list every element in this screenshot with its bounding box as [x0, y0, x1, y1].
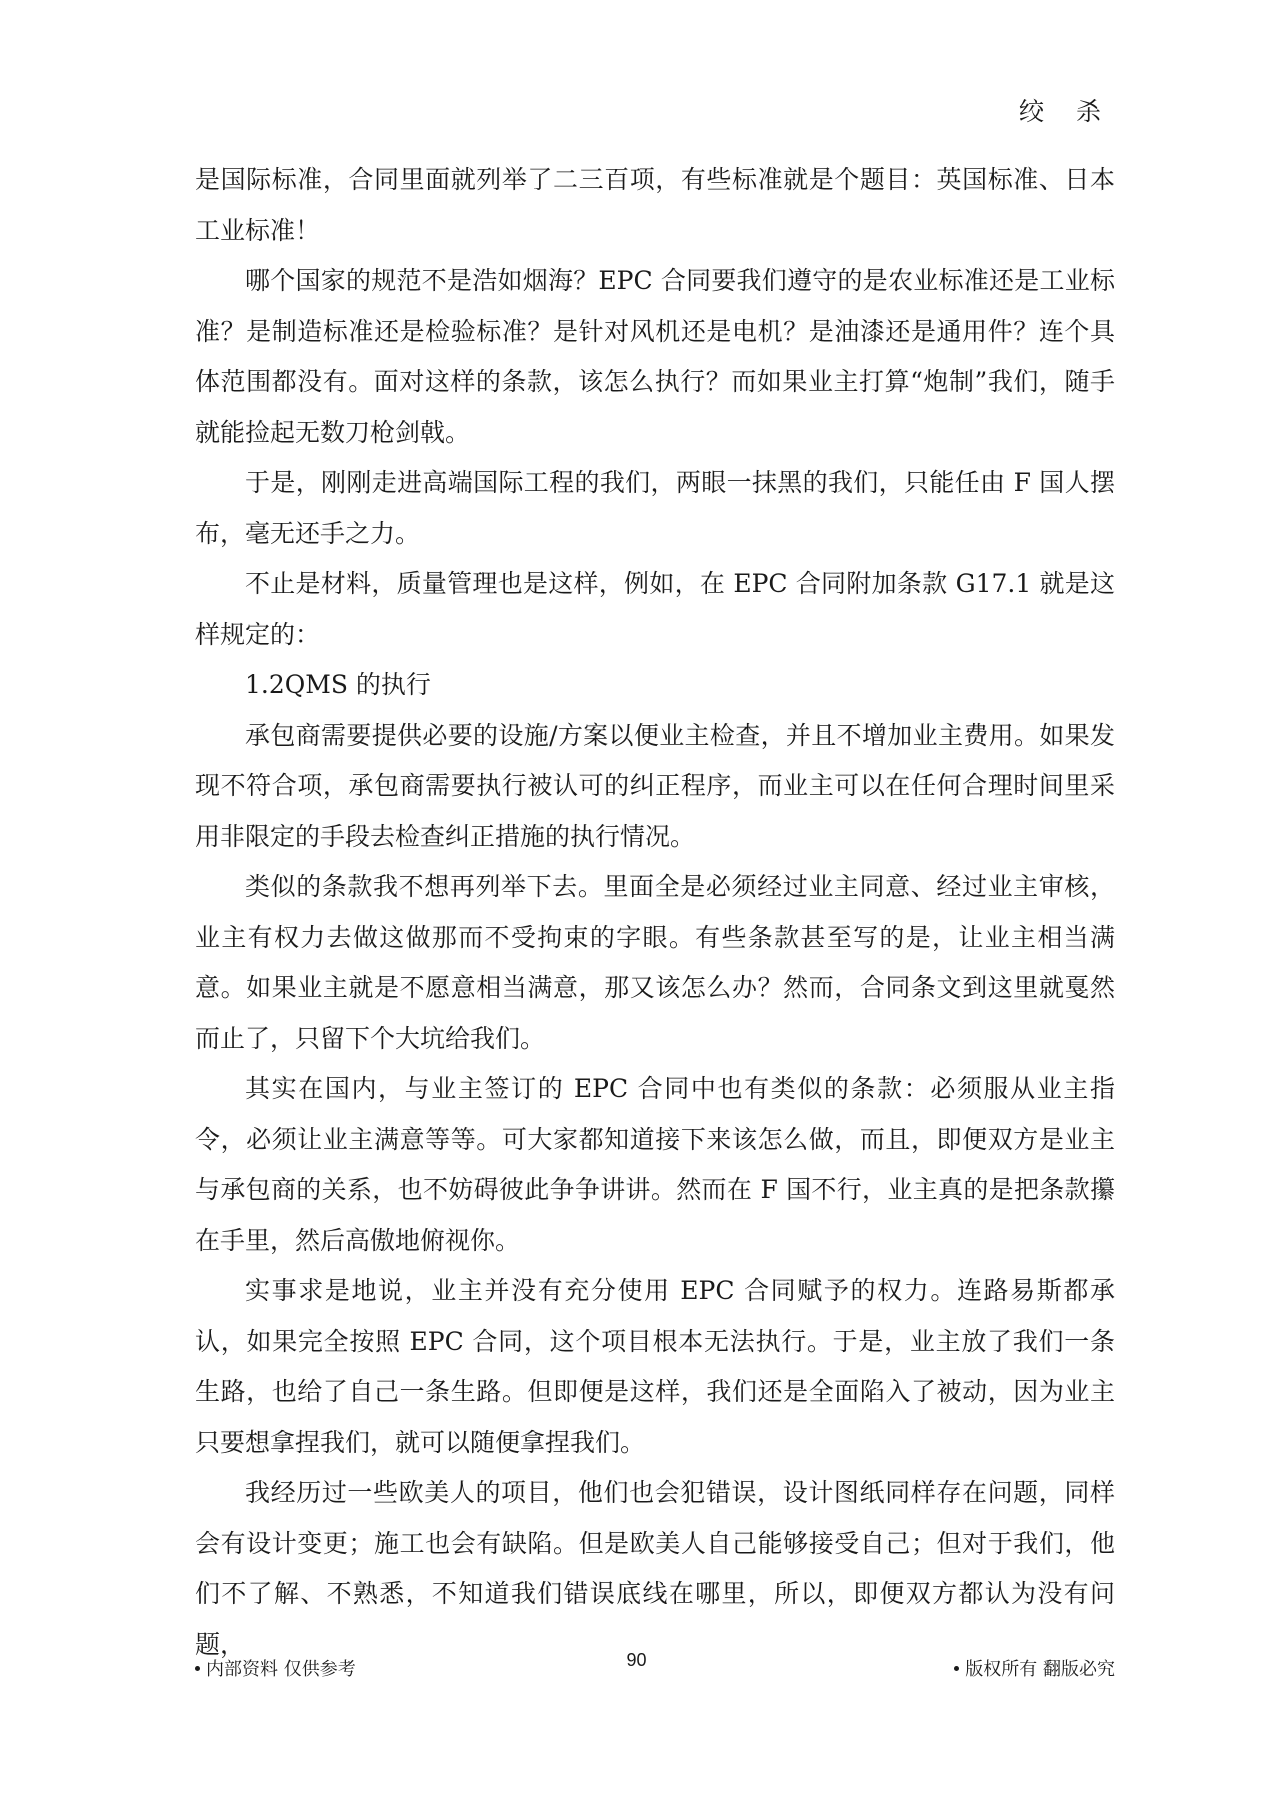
paragraph: 类似的条款我不想再列举下去。里面全是必须经过业主同意、经过业主审核，业主有权力去做这做那而不受拘束的字眼。有些条款甚至写的是，让业主相当满意。如果业主就是不愿意相当满意，那又该怎么办？然而，合同条文到这里就戛然而止了，只留下个大坑给我们。	[195, 872, 1115, 1053]
paragraph: 不止是材料，质量管理也是这样，例如，在 EPC 合同附加条款 G17.1 就是这样规定的：	[195, 569, 1115, 649]
footer-right-note	[954, 1655, 1115, 1681]
footer-left-text: 内部资料 仅供参考	[206, 1659, 356, 1680]
paragraph: 承包商需要提供必要的设施/方案以便业主检查，并且不增加业主费用。如果发现不符合项，承包商需要执行被认可的纠正程序，而业主可以在任何合理时间里采用非限定的手段去检查纠正措施的执行情况。	[195, 720, 1115, 851]
footer-right-text: 版权所有 翻版必究	[965, 1659, 1115, 1680]
paragraph: 于是，刚刚走进高端国际工程的我们，两眼一抹黑的我们，只能任由 F 国人摆布，毫无还手之力。	[195, 468, 1115, 548]
paragraph: 其实在国内，与业主签订的 EPC 合同中也有类似的条款：必须服从业主指令，必须让业主满意等等。可大家都知道接下来该怎么做，而且，即便双方是业主与承包商的关系，也不妨碍彼此争争讲讲。然而在 F 国不行，业主真的是把条款攥在手里，然后高傲地俯视你。	[195, 1074, 1115, 1255]
paragraph: 哪个国家的规范不是浩如烟海？EPC 合同要我们遵守的是农业标准还是工业标准？是制造标准还是检验标准？是针对风机还是电机？是油漆还是通用件？连个具体范围都没有。面对这样的条款，该怎么执行？而如果业主打算“炮制”我们，随手就能捡起无数刀枪剑戟。	[195, 266, 1115, 447]
paragraph: 实事求是地说，业主并没有充分使用 EPC 合同赋予的权力。连路易斯都承认，如果完全按照 EPC 合同，这个项目根本无法执行。于是，业主放了我们一条生路，也给了自己一条生路。但即便是这样，我们还是全面陷入了被动，因为业主只要想拿捏我们，就可以随便拿捏我们。	[195, 1276, 1115, 1457]
body-text	[195, 155, 1115, 1670]
bullet-icon	[954, 1666, 959, 1671]
paragraph: 是国际标准，合同里面就列举了二三百项，有些标准就是个题目：英国标准、日本工业标准！	[195, 165, 1115, 245]
paragraph: 我经历过一些欧美人的项目，他们也会犯错误，设计图纸同样存在问题，同样会有设计变更；施工也会有缺陷。但是欧美人自己能够接受自己；但对于我们，他们不了解、不熟悉，不知道我们错误底线在哪里，所以，即便双方都认为没有问题，	[195, 1478, 1115, 1659]
page-number: 90	[626, 1650, 647, 1670]
running-header: 绞 杀	[1019, 97, 1113, 126]
section-heading: 1.2QMS 的执行	[245, 670, 431, 699]
